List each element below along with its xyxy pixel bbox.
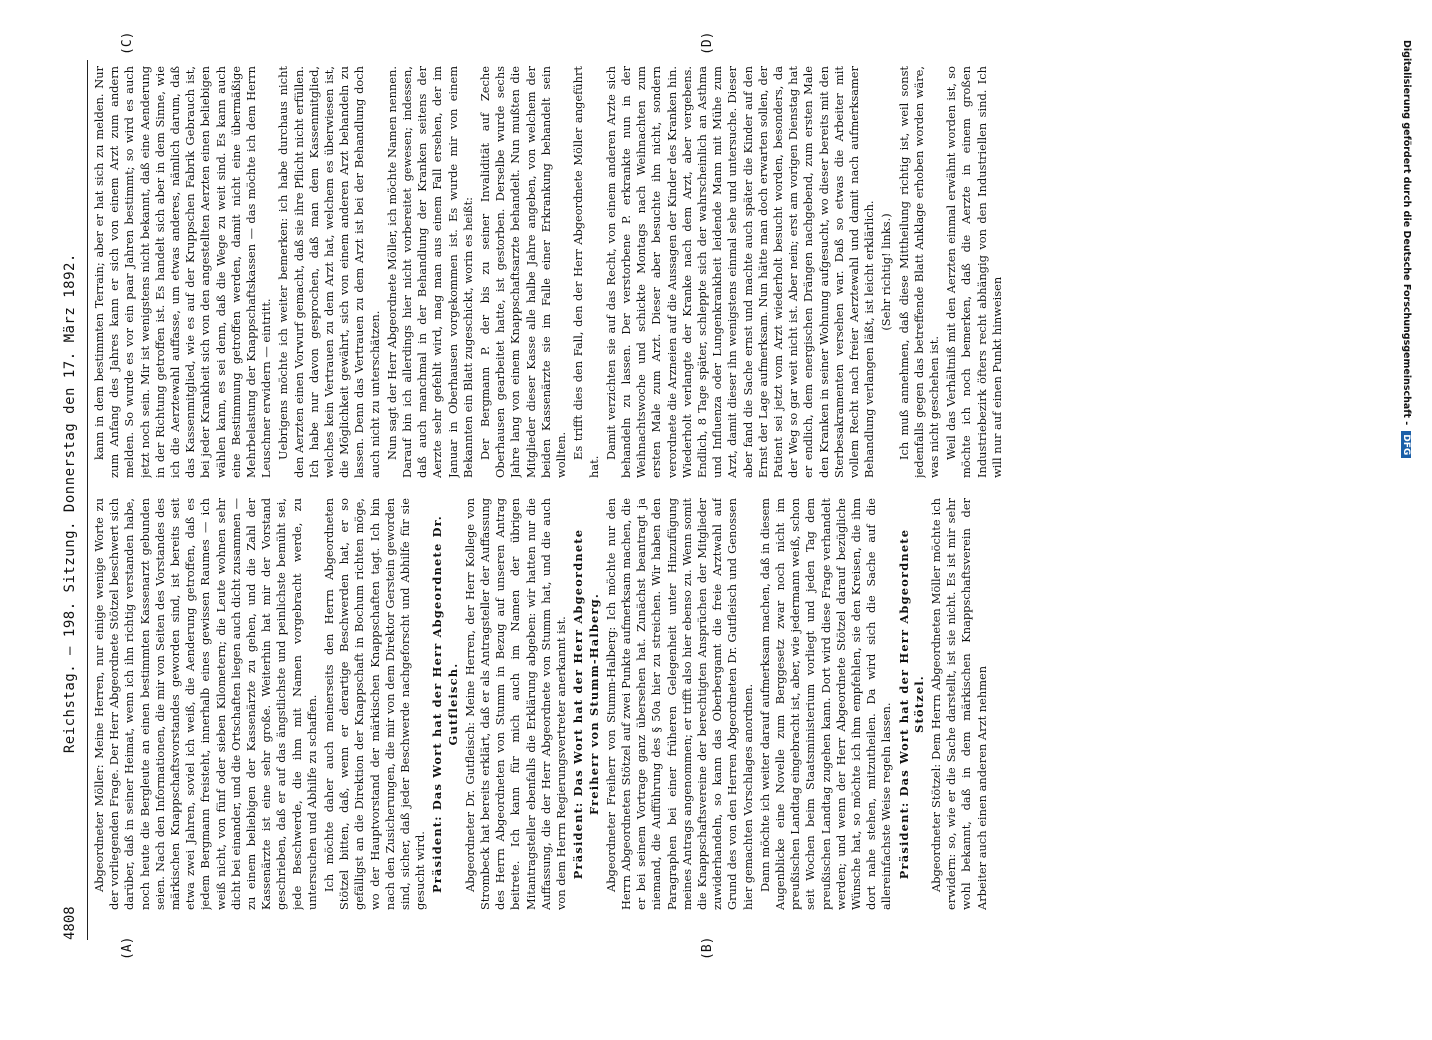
paragraph: Abgeordneter Freiherr von Stumm-Halberg: Ich möchte nur den Herrn Abgeordneten Stötzel auf zwei Punkte aufmerksam machen, die er bei seinem Vortrage ganz übersehen hat. Zunächst beantragt ja niemand, die Aufführung des § 50a hier zu streichen. Wir haben den Paragraphen bei einer früheren Gelegenheit unter Hinzufügung meines Antrags angenommen; er trifft also hier ebenso zu. Wenn somit die Knappschaftsvereine der berechtigten Ansprüchen der Mitglieder zuwiderhandeln, so kann das Oberbergamt die freie Arztwahl auf Grund des von den Herren Abgeordneten Dr. Gutfleisch und Genossen hier gemachten Vorschlages anordnen. — [603, 498, 755, 910]
running-head — [58, 60, 82, 940]
paragraph: Dann möchte ich weiter darauf aufmerksam machen, daß in diesem Augenblicke eine Novelle zum Berggesetz zwar noch nicht im preußischen Landtag eingebracht ist, aber, wie jedermann weiß, schon seit Wochen beim Staatsministerium vorliegt und jeden Tag dem preußischen Landtag zugehen kann. Dort wird diese Frage verhandelt werden; und wenn der Herr Abgeordnete Stötzel darauf bezügliche Wünsche hat, so möchte ich ihm empfehlen, sie den Kreisen, die ihm dort nahe stehen, mitzutheilen. Da wird sich die Sache auf die allereinfachste Weise regeln lassen. — [757, 498, 894, 910]
president-line: Präsident: Das Wort hat der Herr Abgeordnete Stötzel. — [896, 528, 926, 880]
page-number: 4808 — [62, 906, 78, 940]
running-title: Reichstag. — 198. Sitzung. Donnerstag den 17. März 1892. — [62, 253, 78, 754]
margin-letter-b: (B) — [700, 936, 715, 960]
paragraph: Uebrigens möchte ich weiter bemerken: ich habe durchaus nicht den Aerzten einen Vorwurf gemacht, daß sie ihre Pflicht nicht erfüllen. Ich habe nur davon gesprochen, daß man dem Kassenmitglied, welches kein Vertrauen zu dem Arzt hat, welchem es überwiesen ist, die Möglichkeit gewährt, sich von einem anderen Arzt behandeln zu lassen. Denn das Vertrauen zu dem Arzt ist bei der Behandlung doch auch nicht zu unterschätzen. — [276, 66, 382, 478]
paragraph: kann in dem bestimmten Terrain; aber er hat sich zu melden. Nur zum Anfang des Jahres kann er sich von einem Arzt zum andern melden. So wurde es vor ein paar Jahren bestimmt; so wird es auch jetzt noch sein. Mir ist wenigstens nicht bekannt, daß eine Aenderung in der Richtung getroffen ist. Es handelt sich aber in dem Sinne, wie ich die Aerztewahl auffasse, um etwas anderes, nämlich darum, daß das Kassenmitglied, wie es auf der Kruppschen Fabrik Gebrauch ist, bei jeder Krankheit sich von den angestellten Aerzten einen beliebigen wählen kann, es sei denn, daß die Wege zu weit sind. Es kann auch eine Bestimmung getroffen werden, damit nicht eine übermäßige Mehrbelastung der Knappschaftskassen — das möchte ich dem Herrn Leuschner erwidern — eintritt. — [92, 66, 274, 478]
right-column — [92, 66, 1382, 478]
margin-letter-d: (D) — [700, 31, 715, 55]
paragraph: Ich muß annehmen, daß diese Mittheilung richtig ist, weil sonst jedenfalls gegen das betreffende Blatt Anklage erhoben worden wäre, was nicht geschehen ist. — [896, 66, 941, 478]
paragraph: Nun sagt der Herr Abgeordnete Möller, ich möchte Namen nennen. Darauf bin ich allerdings hier nicht vorbereitet gewesen; indessen, daß auch manchmal in der Behandlung der Kranken seitens der Aerzte sehr gefehlt wird, mag man aus einem Fall ersehen, der im Januar in Oberhausen vorgekommen ist. Es wurde mir von einem Bekannten ein Blatt zugeschickt, worin es heißt: — [384, 66, 475, 478]
digitization-credit — [1394, 40, 1412, 1040]
paragraph: Abgeordneter Möller: Meine Herren, nur einige wenige Worte zu der vorliegenden Frage. Der Herr Abgeordnete Stötzel beschwert sich darüber, daß in seiner Heimat, wenn ich ihn richtig verstanden habe, noch heute die Bergleute an einen bestimmten Kassenarzt gebunden seien. Nach den Informationen, die mir von Seiten des Vorstandes des märkischen Knappschaftsvorstandes geworden sind, ist bereits seit etwa zwei Jahren, soviel ich weiß, die Aenderung getroffen, daß es jedem Bergmann freisteht, innerhalb eines gewissen Raumes — ich weiß nicht, von fünf oder sieben Kilometern; die Leute wohnen sehr dicht bei einander, und die Ortschaften liegen auch dicht zusammen — zu einem beliebigen der Kassenärzte zu gehen, und die Zahl der Kassenärzte ist eine sehr große. Weiterhin hat mir der Vorstand geschrieben, daß er auf das ängstlichste und peinlichste bemüht sei, jede Beschwerde, die ihm mit Namen vorgebracht werde, zu untersuchen und Abhilfe zu schaffen. — [92, 498, 319, 910]
president-line: Präsident: Das Wort hat der Herr Abgeordnete Dr. Gutfleisch. — [430, 515, 460, 893]
margin-letter-c: (C) — [120, 31, 135, 55]
president-line: Präsident: Das Wort hat der Herr Abgeordnete Freiherr von Stumm-Halberg. — [571, 528, 601, 880]
margin-letter-a: (A) — [120, 936, 135, 960]
quoted-paragraph: Der Bergmann P. der bis zu seiner Invalidität auf Zeche Oberhausen gearbeitet hatte, ist gestorben. Derselbe wurde sechs Jahre lang von einem Knappschaftsarzte behandelt. Nun mußten die Mitglieder dieser Kasse alle halbe Jahre angeben, von welchem der beiden Kassenärzte sie im Falle einer Erkrankung behandelt sein wollten. — [478, 66, 569, 478]
dfg-logo: DFG — [1401, 431, 1411, 458]
interjection: (Sehr richtig! links.) — [879, 213, 894, 331]
left-column — [92, 498, 1382, 910]
paragraph: Ich möchte daher auch meinerseits den Herrn Abgeordneten Stötzel bitten, daß, wenn er derartige Beschwerden hat, er so gefälligst an die Direktion der Knappschaft in Bochum richten möge, wo der Hauptvorstand der märkischen Knappschaften tagt. Ich bin nach den Zusicherungen, die mir von dem Direktor Gerstein geworden sind, sicher, daß jeder Beschwerde nachgeforscht und Abhilfe für sie gesucht wird. — [322, 498, 428, 910]
paragraph: Abgeordneter Stötzel: Dem Herrn Abgeordneten Möller möchte ich erwidern: so, wie er die Sache darstellt, ist sie nicht. Es ist mir sehr wohl bekannt, daß in dem märkischen Knappschaftsverein der Arbeiter auch einen anderen Arzt nehmen — [928, 498, 989, 910]
paragraph: Abgeordneter Dr. Gutfleisch: Meine Herren, der Herr Kollege von Strombeck hat bereits erklärt, daß er als Antragsteller der Auffassung des Herrn Abgeordneten von Stumm in Bezug auf unseren Antrag beitrete. Ich kann für mich auch im Namen der übrigen Mitantragsteller ebenfalls die Erklärung abgeben: wir hatten nur die Auffassung, die der Herr Abgeordnete von Stumm hat, und die auch von dem Herrn Regierungsvertreter anerkannt ist. — [462, 498, 569, 910]
paragraph: Weil das Verhältniß mit den Aerzten einmal erwähnt worden ist, so möchte ich noch bemerken, daß die Aerzte in einem großen Industriebezirk öfters recht abhängig von den Industriellen sind. Ich will nur auf einen Punkt hinweisen — [944, 66, 1004, 478]
quoted-paragraph: Damit verzichten sie auf das Recht, von einem anderen Arzte sich behandeln zu lassen. Der verstorbene P. erkrankte nun in der Weihnachtswoche und schickte Montags nach Weihnachten zum ersten Male zum Arzt. Dieser aber besuchte ihn nicht, sondern verordnete die Arzneien auf die Aussagen der Kinder des Kranken hin. Wiederholt verlangte der Kranke nach dem Arzt, aber vergebens. Endlich, 8 Tage später, schleppte sich der wahrscheinlich an Asthma und Influenza oder Lungenkrankheit leidende Mann mit Mühe zum Arzt, damit dieser ihn wenigstens einmal sehe und untersuche. Dieser aber fand die Sache ernst und machte auch später die Kinder auf den Ernst der Lage aufmerksam. Nun hätte man doch erwarten sollen, der Patient sei jetzt vom Arzt wiederholt besucht worden, besonders, da der Weg so gar weit nicht ist. Aber nein; erst am vorigen Dienstag hat er endlich, dem energischen Drängen nachgebend, zum ersten Male den Kranken in seiner Wohnung aufgesucht, wo dieser bereits mit den Sterbesakramenten versehen war. Daß so etwas die Arbeiter mit vollem Recht nach freier Aerztewahl und damit nach aufmerksamer Behandlung verlangen läßt, ist leicht erklärlich. — [603, 66, 877, 478]
paragraph: Es trifft dies den Fall, den der Herr Abgeordnete Möller angeführt hat. — [571, 66, 601, 478]
header-rule — [87, 60, 88, 940]
credit-text: Digitalisierung gefördert durch die Deutsche Forschungsgemeinschaft - — [1401, 40, 1412, 426]
